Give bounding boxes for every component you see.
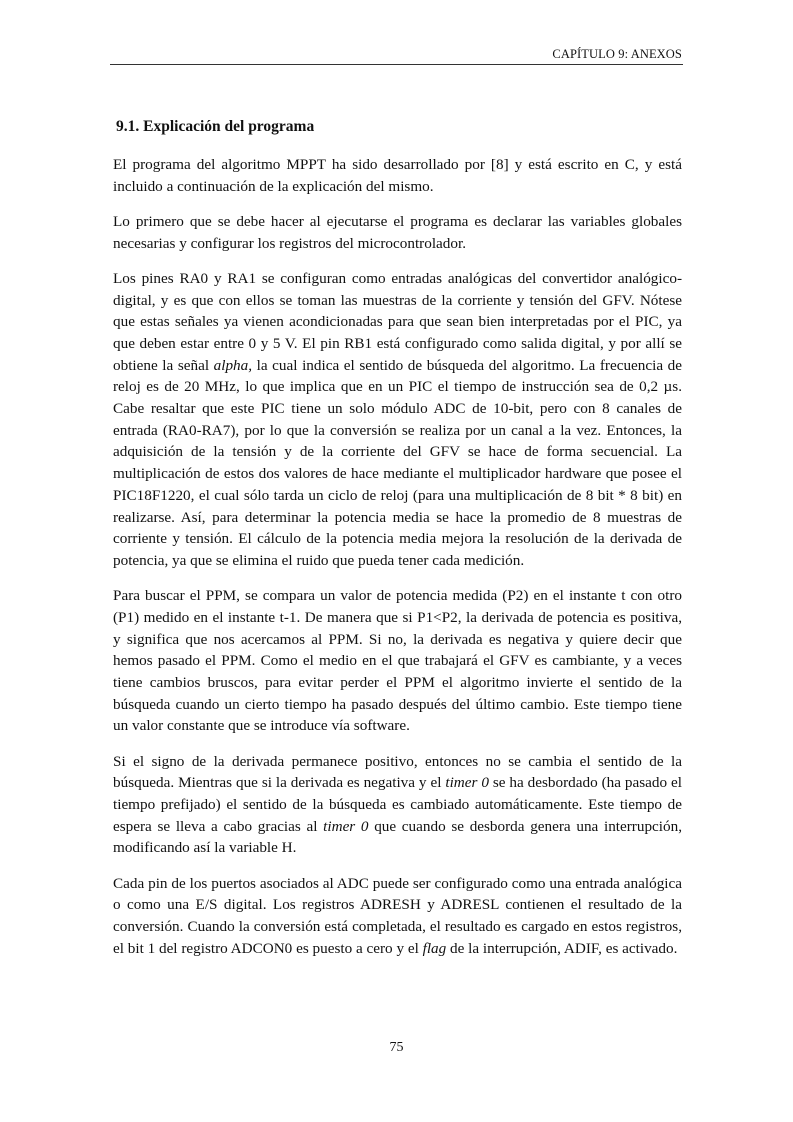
italic-term-timer0: timer 0: [445, 774, 489, 792]
italic-term-timer0: timer 0: [323, 817, 369, 835]
section-heading: 9.1. Explicación del programa: [116, 118, 315, 135]
text-run: que cuando se desborda genera una interrupción, modificando así la variable H.: [113, 817, 682, 857]
page-number: 75: [389, 1040, 404, 1055]
paragraph-ppm-search: Para buscar el PPM, se compara un valor de potencia medida (P2) en el instante t con otro (P1) medido en el instante t-1. De manera que si P1<P2, la derivada de potencia es positiva, y significa que nos acercamos al PPM. Si no, la derivada es negativa y quiere decir que hemos pasado el PPM. Como el medio en el que trabajará el GFV es cambiante, y a veces tiene cambios bruscos, para evitar perder el PPM el algoritmo invierte el sentido de la búsqueda cuando un cierto tiempo ha pasado después del último cambio. Este tiempo tiene un valor constante que se introduce vía software.: [113, 587, 682, 735]
text-run: Cada pin de los puertos asociados al ADC puede ser configurado como una entrada analógica o como una E/S digital. Los registros ADRESH y ADRESL contienen el resultado de la conversión. Cuando la conversión está completada, el resultado es cargado en estos registros, el bit 1 del registro ADCON0 es puesto a cero y el: [113, 874, 682, 957]
text-run: de la interrupción, ADIF, es activado.: [446, 939, 678, 957]
running-header: CAPÍTULO 9: ANEXOS: [552, 47, 682, 61]
text-run: Si el signo de la derivada permanece positivo, entonces no se cambia el sentido de la búsqueda. Mientras que si la derivada es negativa y el: [113, 752, 682, 792]
page-body: [113, 116, 682, 973]
paragraph-adc-registers: [113, 873, 682, 960]
paragraph-intro: El programa del algoritmo MPPT ha sido desarrollado por [8] y está escrito en C, y está incluido a continuación de la explicación del mismo.: [113, 156, 682, 195]
italic-term-flag: flag: [422, 939, 447, 957]
paragraph-timer: [113, 751, 682, 860]
text-run: Los pines RA0 y RA1 se configuran como entradas analógicas del convertidor analógico-digital, y es que con ellos se toman las muestras de la corriente y tensión del GFV. Nótese que estas señales ya vienen acondicionadas para que sean bien interpretadas por el PIC, ya que deben estar entre 0 y 5 V. El pin RB1 está configurado como salida digital, y por allí se obtiene la señal: [113, 269, 682, 374]
header-divider: [110, 64, 683, 65]
text-run: la cual indica el sentido de búsqueda del algoritmo. La frecuencia de reloj es de 20 MHz, lo que implica que en un PIC el tiempo de instrucción sea de 0,2 µs. Cabe resaltar que este PIC tiene un solo módulo ADC de 10-bit, pero con 8 canales de entrada (RA0-RA7), por lo que la conversión se realiza por un canal a la vez. Entonces, la adquisición de la tensión y de la corriente del GFV se hace de forma secuencial. La multiplicación de estos dos valores de hace mediante el multiplicador hardware que posee el PIC18F1220, el cual sólo tarda un ciclo de reloj (para una multiplicación de 8 bit * 8 bit) en realizarse. Así, para determinar la potencia media se hace la promedio de 8 muestras de corriente y tensión. El cálculo de la potencia media mejora la resolución de la derivada de potencia, ya que se elimina el ruido que pueda tener cada medición.: [113, 356, 682, 569]
italic-term-alpha: alpha,: [213, 356, 253, 374]
paragraph-pins-adc: [113, 268, 682, 572]
paragraph-variables: Lo primero que se debe hacer al ejecutarse el programa es declarar las variables globales necesarias y configurar los registros del microcontrolador.: [113, 212, 682, 252]
text-run: se ha desbordado (ha pasado el tiempo prefijado) el sentido de la búsqueda es cambiado automáticamente. Este tiempo de espera se lleva a cabo gracias al: [113, 774, 682, 835]
